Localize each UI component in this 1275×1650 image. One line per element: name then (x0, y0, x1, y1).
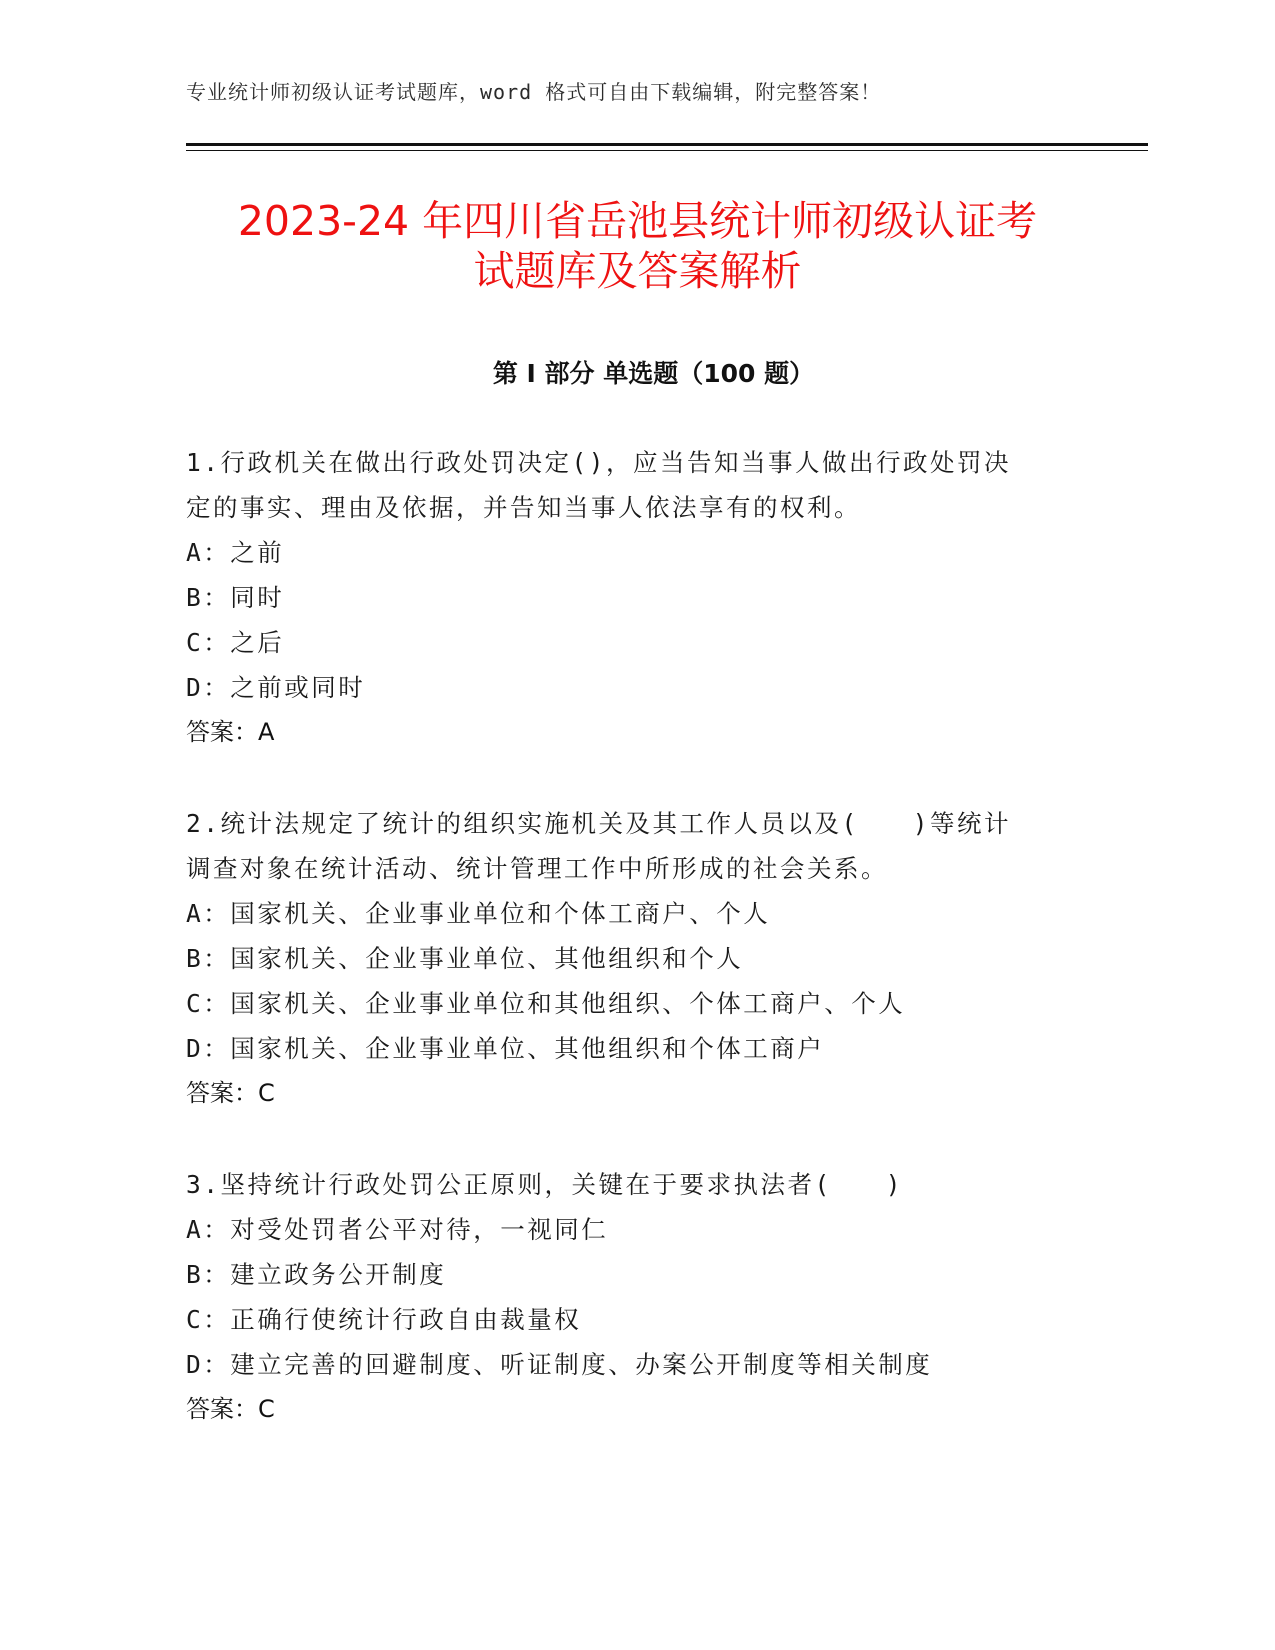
answer: 答案：C (186, 1395, 275, 1423)
document-title-line-2: 试题库及答案解析 (473, 247, 802, 295)
option-b: B：同时 (186, 583, 285, 612)
option-c: C：国家机关、企业事业单位和其他组织、个体工商户、个人 (186, 989, 906, 1018)
answer: 答案：C (186, 1079, 275, 1107)
question-2 (186, 801, 1066, 1116)
header-rule-thick (186, 143, 1148, 146)
header-rule-thin (186, 150, 1148, 151)
question-stem-line: 3.坚持统计行政处罚公正原则，关键在于要求执法者( ) (186, 1170, 903, 1199)
document-title-line-1: 2023-24 年四川省岳池县统计师初级认证考 (237, 197, 1038, 245)
option-d: D：之前或同时 (186, 673, 366, 702)
question-3 (186, 1162, 1066, 1432)
question-stem-line: 2.统计法规定了统计的组织实施机关及其工作人员以及( )等统计 (186, 809, 1011, 838)
option-d: D：国家机关、企业事业单位、其他组织和个体工商户 (186, 1034, 825, 1063)
question-stem-line: 定的事实、理由及依据，并告知当事人依法享有的权利。 (186, 493, 861, 522)
option-a: A：之前 (186, 538, 285, 567)
question-stem-line: 1.行政机关在做出行政处罚决定()，应当告知当事人做出行政处罚决 (186, 448, 1011, 477)
document-title (160, 196, 1115, 296)
question-stem-line: 调查对象在统计活动、统计管理工作中所形成的社会关系。 (186, 854, 888, 883)
question-1 (186, 440, 1066, 755)
option-b: B：国家机关、企业事业单位、其他组织和个人 (186, 944, 744, 973)
option-b: B：建立政务公开制度 (186, 1260, 447, 1289)
option-a: A：国家机关、企业事业单位和个体工商户、个人 (186, 899, 771, 928)
option-d: D：建立完善的回避制度、听证制度、办案公开制度等相关制度 (186, 1350, 933, 1379)
option-a: A：对受处罚者公平对待，一视同仁 (186, 1215, 609, 1244)
section-heading: 第 I 部分 单选题（100 题） (492, 359, 815, 388)
option-c: C：之后 (186, 628, 285, 657)
question-list (186, 440, 1066, 1478)
option-c: C：正确行使统计行政自由裁量权 (186, 1305, 582, 1334)
header-note: 专业统计师初级认证考试题库，word 格式可自由下载编辑，附完整答案！ (186, 80, 882, 104)
answer: 答案：A (186, 718, 275, 746)
